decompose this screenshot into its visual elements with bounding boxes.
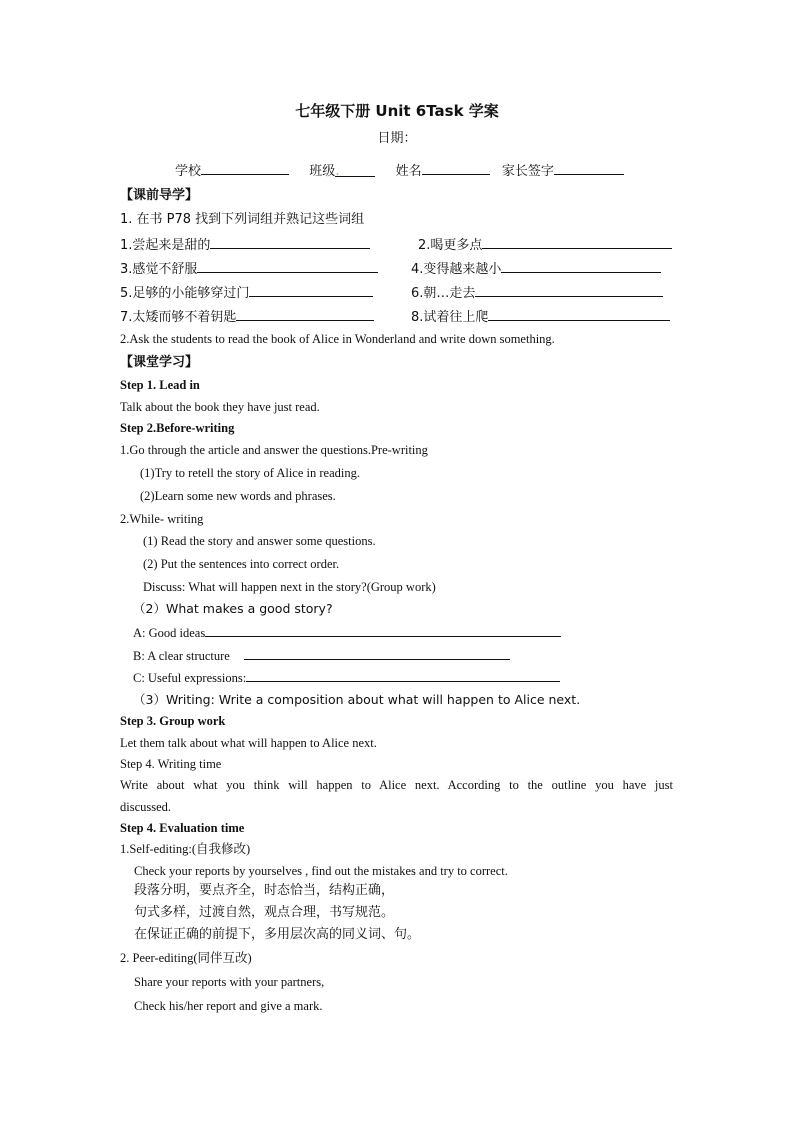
parent-signature-label: 家长签字 xyxy=(501,164,554,179)
option-c-label: C: Useful expressions: xyxy=(133,671,247,685)
phrase-blank[interactable] xyxy=(482,236,672,249)
option-b-blank[interactable] xyxy=(244,647,510,660)
student-info-row xyxy=(175,162,624,180)
school-field[interactable] xyxy=(201,162,289,175)
phrase-blank[interactable] xyxy=(210,236,370,249)
phrase-blank[interactable] xyxy=(236,308,374,321)
school-label: 学校 xyxy=(175,164,202,179)
option-a-blank[interactable] xyxy=(205,624,561,637)
step2-item-1: 1.Go through the article and answer the questions.Pre-writing xyxy=(120,443,428,457)
self-editing-rule-2: 句式多样，过渡自然，观点合理，书写规范。 xyxy=(134,905,395,920)
option-a xyxy=(133,624,561,641)
step2-good-story: （2）What makes a good story? xyxy=(133,601,333,616)
date-label: 日期： xyxy=(377,131,417,146)
step2-item-2a: (1) Read the story and answer some questions. xyxy=(143,534,376,548)
step3-title: Step 3. Group work xyxy=(120,714,226,728)
phrase-item-2 xyxy=(418,236,672,254)
pre-study-instruction: 1. 在书 P78 找到下列词组并熟记这些词组 xyxy=(120,212,365,227)
phrase-label: 8.试着往上爬 xyxy=(411,310,489,325)
phrase-label: 4.变得越来越小 xyxy=(411,262,502,277)
option-c xyxy=(133,669,560,686)
phrase-item-5 xyxy=(120,284,373,302)
phrase-item-1 xyxy=(120,236,370,254)
self-editing-rule-3: 在保证正确的前提下，多用层次高的同义词、句。 xyxy=(134,927,421,942)
step2-title: Step 2.Before-writing xyxy=(120,421,235,435)
phrase-item-7 xyxy=(120,308,374,326)
parent-signature-field[interactable] xyxy=(554,162,624,175)
name-field[interactable] xyxy=(422,162,490,175)
phrase-label: 3.感觉不舒服 xyxy=(120,262,198,277)
step2-item-2: 2.While- writing xyxy=(120,512,204,526)
phrase-blank[interactable] xyxy=(249,284,373,297)
option-b xyxy=(133,647,510,664)
step2-item-1b: (2)Learn some new words and phrases. xyxy=(140,489,336,503)
step1-title: Step 1. Lead in xyxy=(120,378,200,392)
option-a-label: A: Good ideas xyxy=(133,626,206,640)
phrase-label: 1.尝起来是甜的 xyxy=(120,238,211,253)
phrase-label: 5.足够的小能够穿过门 xyxy=(120,286,250,301)
phrase-blank[interactable] xyxy=(475,284,663,297)
self-editing-title: 1.Self-editing:(自我修改) xyxy=(120,842,251,856)
step4-evaluation-title: Step 4. Evaluation time xyxy=(120,821,245,835)
step2-item-2b: (2) Put the sentences into correct order. xyxy=(143,557,340,571)
phrase-label: 7.太矮而够不着钥匙 xyxy=(120,310,237,325)
self-editing-text: Check your reports by yourselves , find out the mistakes and try to correct. xyxy=(134,864,508,878)
step3-text: Let them talk about what will happen to Alice next. xyxy=(120,736,377,750)
class-field[interactable]: . xyxy=(335,164,375,177)
peer-editing-text-1: Share your reports with your partners, xyxy=(134,975,325,989)
peer-editing-text-2: Check his/her report and give a mark. xyxy=(134,999,323,1013)
step4-writing-title: Step 4. Writing time xyxy=(120,757,222,771)
phrase-label: 6.朝…走去 xyxy=(411,286,476,301)
step2-writing: （3）Writing: Write a composition about what will happen to Alice next. xyxy=(133,692,581,707)
option-c-blank[interactable] xyxy=(246,669,560,682)
phrase-item-3 xyxy=(120,260,378,278)
pre-study-heading: 【课前导学】 xyxy=(120,188,199,203)
pre-study-instruction-2: 2.Ask the students to read the book of Alice in Wonderland and write down something. xyxy=(120,332,555,346)
phrase-item-6 xyxy=(411,284,663,302)
step4-writing-text-2: discussed. xyxy=(120,800,172,814)
phrase-item-4 xyxy=(411,260,661,278)
step1-text: Talk about the book they have just read. xyxy=(120,400,320,414)
page-title: 七年级下册 Unit 6Task 学案 xyxy=(295,102,499,120)
step2-item-1a: (1)Try to retell the story of Alice in reading. xyxy=(140,466,360,480)
option-b-label: B: A clear structure xyxy=(133,649,230,663)
step4-writing-text: Write about what you think will happen to Alice next. According to the outline you have just xyxy=(120,778,673,792)
phrase-item-8 xyxy=(411,308,670,326)
phrase-label: 2.喝更多点 xyxy=(418,238,483,253)
phrase-blank[interactable] xyxy=(197,260,378,273)
peer-editing-title: 2. Peer-editing(同伴互改) xyxy=(120,951,252,965)
phrase-blank[interactable] xyxy=(488,308,670,321)
step2-discuss: Discuss: What will happen next in the story?(Group work) xyxy=(143,580,436,594)
class-label: 班级 xyxy=(309,164,336,179)
class-study-heading: 【课堂学习】 xyxy=(120,355,199,370)
self-editing-rule-1: 段落分明，要点齐全，时态恰当，结构正确， xyxy=(134,883,395,898)
name-label: 姓名 xyxy=(395,164,422,179)
phrase-blank[interactable] xyxy=(501,260,661,273)
